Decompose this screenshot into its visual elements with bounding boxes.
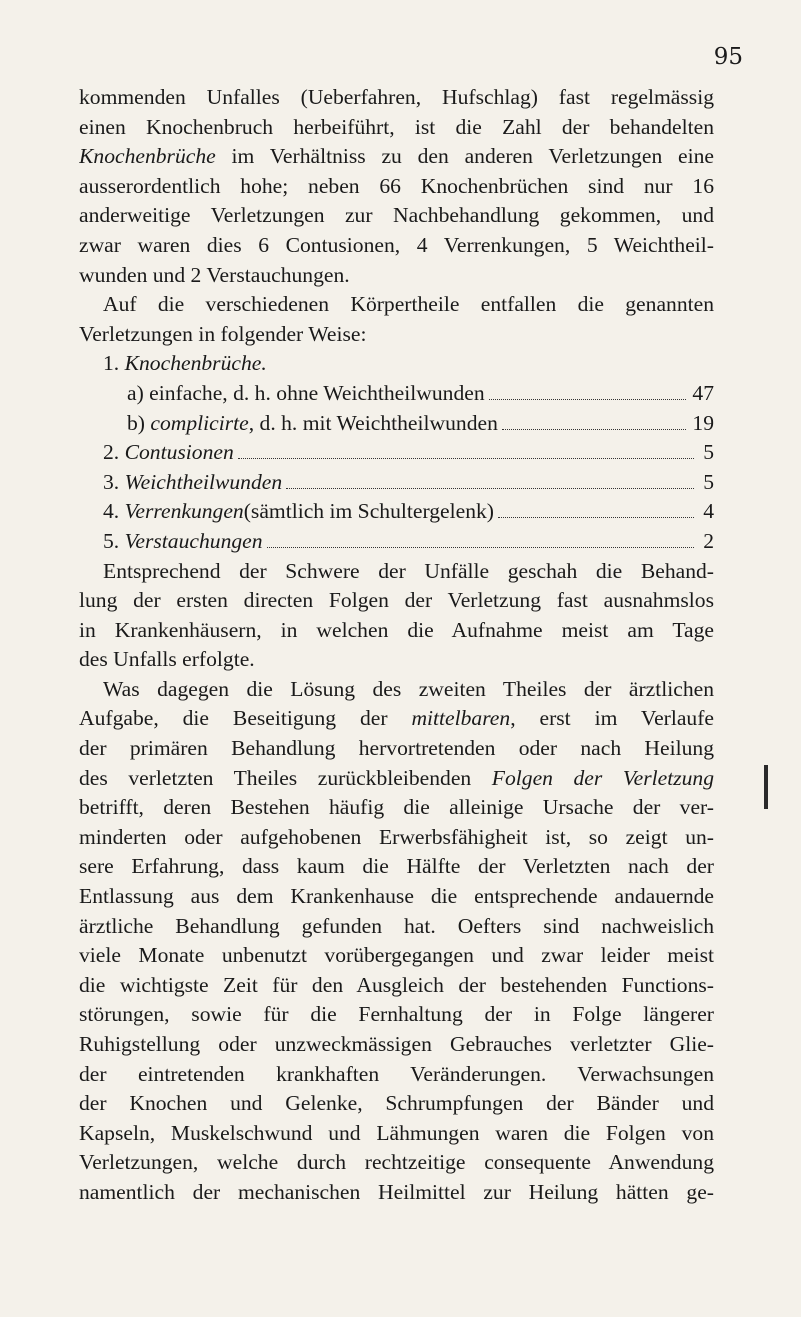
list-value: 5 <box>703 469 714 494</box>
text-line: viele Monate unbenutzt vorübergegangen und zwar leider meist <box>79 943 714 968</box>
text-fragment: , erst im Verlaufe <box>510 706 714 731</box>
list-value: 47 <box>692 380 714 405</box>
list-label <box>127 409 498 439</box>
text-line: anderweitige Verletzungen zur Nachbehandlung gekommen, und <box>79 203 714 228</box>
dot-leader <box>286 488 694 489</box>
text-line: Kapseln, Muskelschwund und Lähmungen waren die Folgen von <box>79 1120 714 1145</box>
text-line <box>79 142 714 172</box>
text-fragment: des verletzten Theiles zurückbleibenden <box>79 765 492 790</box>
text-line: einen Knochenbruch herbeiführt, ist die Zahl der behandelten <box>79 114 714 139</box>
italic-term: Knochenbrüche <box>79 144 216 169</box>
list-number: 4. <box>103 499 120 524</box>
dot-leader <box>267 547 694 548</box>
text-line: in Krankenhäusern, in welchen die Aufnahme meist am Tage <box>79 617 714 642</box>
list-value: 4 <box>703 499 714 524</box>
text-line: sere Erfahrung, dass kaum die Hälfte der Verletzten nach der <box>79 854 714 879</box>
page-number: 95 <box>713 44 743 70</box>
text-line: der primären Behandlung hervortretenden oder nach Heilung <box>79 736 714 761</box>
text-line: die wichtigste Zeit für den Ausgleich der bestehenden Functions- <box>79 972 714 997</box>
italic-term: mittelbaren <box>411 706 511 731</box>
text-line: ärztliche Behandlung gefunden hat. Oefters sind nachweislich <box>79 913 714 938</box>
page-body <box>79 83 714 1208</box>
text-fragment: Aufgabe, die Beseitigung der <box>79 706 412 731</box>
text-line: minderten oder aufgehobenen Erwerbsfähigheit ist, so zeigt un- <box>79 824 714 849</box>
text-line: Verletzungen in folgender Weise: <box>79 321 367 346</box>
margin-mark <box>764 765 768 809</box>
text-line: Auf die verschiedenen Körpertheile entfallen die genannten <box>103 292 714 317</box>
text-line: Entsprechend der Schwere der Unfälle geschah die Behand- <box>103 558 714 583</box>
text-line: des Unfalls erfolgte. <box>79 647 255 672</box>
list-title: Knochenbrüche. <box>124 351 267 376</box>
text-line: lung der ersten directen Folgen der Verletzung fast ausnahmslos <box>79 588 714 613</box>
text-line: störungen, sowie für die Fernhaltung der in Folge längerer <box>79 1002 714 1027</box>
text-line: der Knochen und Gelenke, Schrumpfungen der Bänder und <box>79 1091 714 1116</box>
text-line: Was dagegen die Lösung des zweiten Theiles der ärztlichen <box>103 676 714 701</box>
list-item <box>79 497 714 527</box>
text-fragment: (sämtlich im Schultergelenk) <box>243 499 495 524</box>
list-subitem <box>79 409 714 439</box>
text-line <box>79 764 714 794</box>
text-line: namentlich der mechanischen Heilmittel zur Heilung hätten ge- <box>79 1179 714 1204</box>
list-value: 2 <box>703 528 714 553</box>
text-line: ausserordentlich hohe; neben 66 Knochenbrüchen sind nur 16 <box>79 173 714 198</box>
italic-term: complicirte <box>150 410 249 435</box>
list-number: 2. <box>103 440 120 465</box>
text-line: betrifft, deren Bestehen häufig die alleinige Ursache der ver- <box>79 795 714 820</box>
list-item <box>79 438 714 468</box>
text-fragment: im Verhältniss zu den anderen Verletzungen eine <box>215 144 714 169</box>
text-fragment: b) <box>127 410 151 435</box>
list-value: 19 <box>692 410 714 435</box>
list-item <box>79 349 714 379</box>
list-title: Verstauchungen <box>124 528 263 553</box>
list-number: 1. <box>103 351 120 376</box>
text-fragment: , d. h. mit Weichtheilwunden <box>248 410 498 435</box>
list-subitem <box>79 379 714 409</box>
list-number: 5. <box>103 528 120 553</box>
list-label: a) einfache, d. h. ohne Weichtheilwunden <box>127 380 485 405</box>
text-line: wunden und 2 Verstauchungen. <box>79 262 350 287</box>
text-line: Verletzungen, welche durch rechtzeitige consequente Anwendung <box>79 1150 714 1175</box>
text-line: zwar waren dies 6 Contusionen, 4 Verrenkungen, 5 Weichtheil- <box>79 232 714 257</box>
list-item <box>79 468 714 498</box>
list-number: 3. <box>103 469 120 494</box>
list-title: Weichtheilwunden <box>124 469 283 494</box>
text-line: Entlassung aus dem Krankenhause die entsprechende andauernde <box>79 884 714 909</box>
text-line: der eintretenden krankhaften Veränderungen. Verwachsungen <box>79 1061 714 1086</box>
list-title: Contusionen <box>124 440 234 465</box>
list-title: Verrenkungen <box>124 499 244 524</box>
italic-term: Folgen der Verletzung <box>491 765 714 790</box>
dot-leader <box>498 517 694 518</box>
dot-leader <box>502 429 687 430</box>
text-line: Ruhigstellung oder unzweckmässigen Gebrauches verletzter Glie- <box>79 1032 714 1056</box>
text-line: kommenden Unfalles (Ueberfahren, Hufschlag) fast regelmässig <box>79 85 714 109</box>
list-value: 5 <box>703 440 714 465</box>
dot-leader <box>489 399 687 400</box>
dot-leader <box>238 458 694 459</box>
list-item <box>79 527 714 557</box>
text-line <box>79 704 714 734</box>
